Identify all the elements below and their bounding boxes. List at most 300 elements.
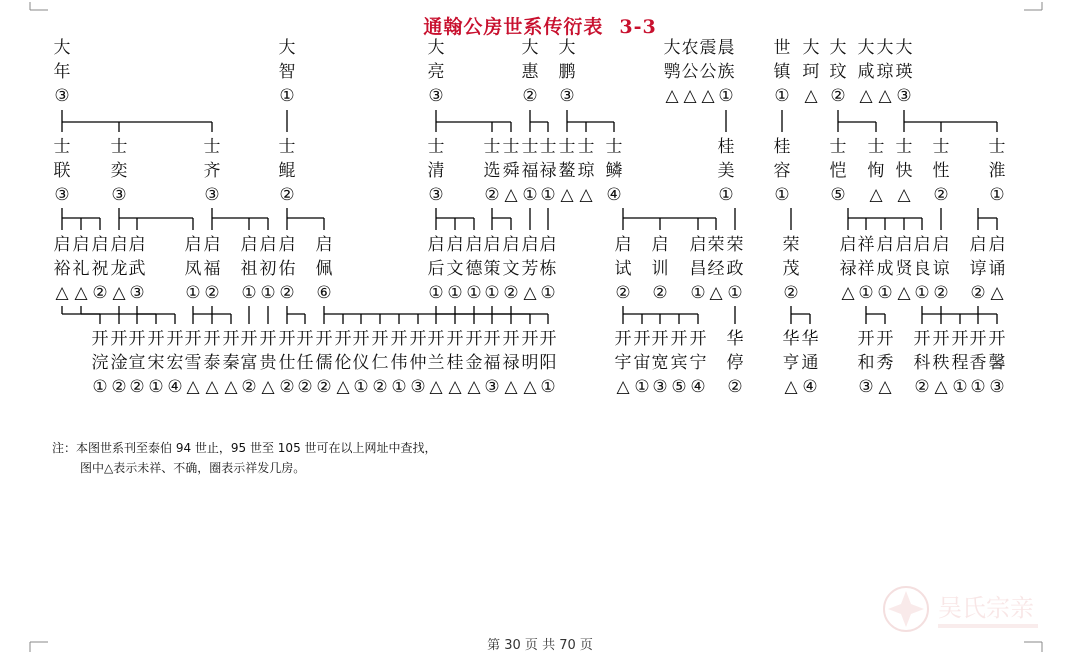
gen4-person-18-char-2: △ [429,377,443,397]
gen2-person-7-char-0: 士 [521,137,539,157]
gen4-person-34-char-1: 秀 [876,353,894,373]
gen4-person-6-char-2: △ [205,377,219,397]
gen4-person-25-char-0: 开 [614,329,632,349]
gen1-person-2-char-1: 亮 [427,62,445,82]
gen4-person-14-char-2: ① [353,377,369,397]
gen3-person-1-char-1: 礼 [72,259,90,279]
gen3-person-31-char-1: 诵 [988,259,1006,279]
page-footer: 第 30 页 共 70 页 [487,638,593,653]
gen4-person-6-char-0: 开 [203,329,221,349]
gen2-person-9-char-2: △ [560,185,574,205]
gen3-person-6-char-1: 福 [203,259,221,279]
gen1-person-5-char-2: △ [665,86,679,106]
gen1-person-14-char-2: ③ [896,86,912,106]
gen4-person-18-char-1: 兰 [427,353,445,373]
gen2-person-10-char-2: △ [579,185,593,205]
gen4-person-28-char-2: ⑤ [671,377,687,397]
gen2-person-9-char-0: 士 [558,137,576,157]
gen3-person-1-char-0: 启 [72,235,90,255]
gen3-person-26-char-0: 启 [876,235,894,255]
gen2-person-2-char-1: 齐 [203,161,221,181]
gen3-person-15-char-2: ② [503,283,519,303]
gen1-person-8-char-2: ① [718,86,734,106]
gen4-person-38-char-2: ① [970,377,986,397]
gen4-person-20-char-2: △ [467,377,481,397]
gen3-person-10-char-1: 佩 [315,259,333,279]
gen2-person-10-char-1: 琼 [577,161,595,181]
gen2-person-7-char-2: ① [522,185,538,205]
gen4-person-5-char-0: 开 [184,329,202,349]
gen2-person-17-char-0: 士 [932,137,950,157]
gen2-person-8-char-0: 士 [539,137,557,157]
gen1-person-10-char-2: △ [804,86,818,106]
gen3-person-3-char-2: △ [112,283,126,303]
gen1-person-6-char-1: 公 [681,62,699,82]
gen4-person-34-char-0: 开 [876,329,894,349]
gen1-person-13-char-2: △ [878,86,892,106]
gen4-person-28-char-0: 开 [670,329,688,349]
gen1-person-10-char-0: 大 [802,38,820,58]
gen1-person-9-char-0: 世 [773,38,791,58]
gen4-person-20-char-0: 开 [465,329,483,349]
gen4-person-0-char-0: 开 [91,329,109,349]
gen4-person-12-char-2: ② [316,377,332,397]
gen4-person-24-char-2: ① [540,377,556,397]
gen2-person-17-char-2: ② [933,185,949,205]
gen4-person-11-char-1: 任 [296,353,314,373]
gen3-person-20-char-1: 昌 [689,259,707,279]
gen3-person-30-char-2: ② [970,283,986,303]
gen3-person-21-char-1: 经 [707,259,725,279]
gen2-person-13-char-0: 桂 [773,137,791,157]
gen2-person-5-char-1: 选 [483,161,501,181]
gen3-person-19-char-1: 训 [651,259,669,279]
gen3-person-25-char-0: 祥 [857,235,875,255]
gen3-person-23-char-0: 荣 [782,235,800,255]
gen1-person-3-char-1: 惠 [521,62,539,82]
gen2-person-14-char-0: 士 [829,137,847,157]
gen3-person-23-char-1: 茂 [782,259,800,279]
gen2-person-5-char-0: 士 [483,137,501,157]
gen4-person-8-char-1: 富 [240,353,258,373]
gen3-person-14-char-1: 策 [483,259,501,279]
gen4-person-7-char-1: 秦 [222,353,240,373]
gen2-person-4-char-1: 清 [427,161,445,181]
gen4-person-13-char-0: 开 [334,329,352,349]
gen1-person-12-char-2: △ [859,86,873,106]
gen4-person-2-char-1: 宣 [128,353,146,373]
gen4-person-31-char-2: △ [784,377,798,397]
gen3-person-24-char-2: △ [841,283,855,303]
gen3-person-29-char-0: 启 [932,235,950,255]
gen1-person-2-char-2: ③ [428,86,444,106]
gen3-person-21-char-0: 荣 [707,235,725,255]
gen3-person-16-char-1: 芳 [521,259,539,279]
gen2-person-0-char-2: ③ [54,185,70,205]
gen2-person-4-char-0: 士 [427,137,445,157]
gen3-person-28-char-2: ① [914,283,930,303]
note-line-1: 注：本图世系刊至泰伯 94 世止，95 世至 105 世可在以上网址中查找， [52,441,437,455]
gen3-person-4-char-0: 启 [128,235,146,255]
gen4-person-15-char-2: ② [372,377,388,397]
gen2-person-14-char-2: ⑤ [830,185,846,205]
gen4-person-9-char-1: 贵 [259,353,277,373]
gen3-person-0-char-0: 启 [53,235,71,255]
gen4-person-5-char-2: △ [186,377,200,397]
gen4-person-18-char-0: 开 [427,329,445,349]
gen3-person-28-char-0: 启 [913,235,931,255]
gen2-person-18-char-0: 士 [988,137,1006,157]
gen4-person-32-char-1: 通 [801,353,819,373]
gen4-person-6-char-1: 泰 [203,353,221,373]
gen4-person-30-char-0: 华 [726,329,744,349]
gen3-person-12-char-1: 文 [446,259,464,279]
note-line-2: 图中△表示未祥、不确，圈表示祥发几房。 [80,461,306,475]
gen3-person-30-char-0: 启 [969,235,987,255]
gen2-person-16-char-2: △ [897,185,911,205]
gen4-person-7-char-0: 开 [222,329,240,349]
gen4-person-9-char-0: 开 [259,329,277,349]
gen2-person-13-char-1: 容 [773,161,791,181]
gen4-person-24-char-1: 阳 [539,353,557,373]
gen2-person-2-char-0: 士 [203,137,221,157]
gen4-person-3-char-0: 开 [147,329,165,349]
gen1-person-1-char-1: 智 [278,62,296,82]
gen2-person-3-char-1: 鲲 [278,161,296,181]
gen2-person-1-char-2: ③ [111,185,127,205]
gen4-person-29-char-2: ④ [690,377,706,397]
gen1-person-8-char-1: 族 [717,62,735,82]
gen3-person-14-char-0: 启 [483,235,501,255]
watermark-text: 吴氏宗亲 [938,594,1034,622]
gen4-person-27-char-2: ③ [652,377,668,397]
gen1-person-11-char-1: 玟 [829,62,847,82]
gen2-person-11-char-1: 鳞 [605,161,623,181]
gen4-person-14-char-1: 仪 [352,353,370,373]
gen4-person-25-char-1: 宇 [614,353,632,373]
gen2-person-12-char-0: 桂 [717,137,735,157]
gen4-person-7-char-2: △ [224,377,238,397]
gen2-person-11-char-2: ④ [606,185,622,205]
gen3-person-28-char-1: 良 [913,259,931,279]
gen1-person-5-char-1: 鹗 [663,62,681,82]
watermark-star-icon [888,591,924,627]
gen3-person-13-char-1: 德 [465,259,483,279]
gen4-person-5-char-1: 雪 [184,353,202,373]
gen3-person-5-char-2: ① [185,283,201,303]
gen3-person-17-char-0: 启 [539,235,557,255]
gen1-person-4-char-2: ③ [559,86,575,106]
gen4-person-3-char-2: ① [148,377,164,397]
gen4-person-28-char-1: 宾 [670,353,688,373]
gen4-person-13-char-2: △ [336,377,350,397]
gen3-person-8-char-0: 启 [259,235,277,255]
gen2-person-0-char-0: 士 [53,137,71,157]
gen2-person-3-char-2: ② [279,185,295,205]
gen4-person-31-char-0: 华 [782,329,800,349]
gen3-person-16-char-2: △ [523,283,537,303]
gen1-person-10-char-1: 珂 [802,62,820,82]
gen2-person-11-char-0: 士 [605,137,623,157]
gen2-person-8-char-2: ① [540,185,556,205]
gen4-person-16-char-2: ① [391,377,407,397]
gen4-person-35-char-0: 开 [913,329,931,349]
gen2-person-17-char-1: 性 [932,161,950,181]
gen3-person-9-char-0: 启 [278,235,296,255]
gen2-person-6-char-1: 舜 [502,161,520,181]
gen2-person-12-char-1: 美 [717,161,735,181]
gen3-person-15-char-0: 启 [502,235,520,255]
gen3-person-30-char-1: 谆 [969,259,987,279]
gen3-person-27-char-2: △ [897,283,911,303]
gen3-person-19-char-0: 启 [651,235,669,255]
gen4-person-29-char-1: 宁 [689,353,707,373]
gen4-person-38-char-0: 开 [969,329,987,349]
gen4-person-31-char-1: 亨 [782,353,800,373]
gen3-person-5-char-1: 凤 [184,259,202,279]
gen3-person-0-char-2: △ [55,283,69,303]
gen4-person-4-char-1: 宏 [166,353,184,373]
gen1-person-5-char-0: 大 [663,38,681,58]
gen3-person-18-char-2: ② [615,283,631,303]
gen2-person-6-char-0: 士 [502,137,520,157]
gen4-person-14-char-0: 开 [352,329,370,349]
gen4-person-26-char-0: 开 [633,329,651,349]
gen2-person-16-char-1: 快 [895,161,913,181]
gen4-person-30-char-2: ② [727,377,743,397]
gen1-person-11-char-2: ② [830,86,846,106]
gen4-person-37-char-2: ① [952,377,968,397]
gen4-person-10-char-1: 仕 [278,353,296,373]
gen4-person-1-char-0: 开 [110,329,128,349]
gen3-person-29-char-2: ② [933,283,949,303]
gen3-person-20-char-0: 启 [689,235,707,255]
gen3-person-6-char-2: ② [204,283,220,303]
gen4-person-34-char-2: △ [878,377,892,397]
gen4-person-11-char-2: ② [297,377,313,397]
gen3-person-6-char-0: 启 [203,235,221,255]
gen1-person-7-char-1: 公 [699,62,717,82]
gen3-person-4-char-1: 武 [128,259,146,279]
gen3-person-7-char-1: 祖 [240,259,258,279]
gen1-person-1-char-0: 大 [278,38,296,58]
gen1-person-8-char-0: 晨 [717,38,735,58]
gen1-person-3-char-2: ② [522,86,538,106]
gen4-person-16-char-0: 开 [390,329,408,349]
gen2-person-12-char-2: ① [718,185,734,205]
gen1-person-0-char-2: ③ [54,86,70,106]
gen1-person-6-char-2: △ [683,86,697,106]
watermark-logo [880,578,1050,640]
gen3-person-17-char-2: ① [540,283,556,303]
gen1-person-9-char-2: ① [774,86,790,106]
gen3-person-29-char-1: 谅 [932,259,950,279]
gen2-person-9-char-1: 鳌 [558,161,576,181]
gen4-person-2-char-0: 开 [128,329,146,349]
gen2-person-1-char-0: 士 [110,137,128,157]
gen4-person-10-char-0: 开 [278,329,296,349]
gen4-person-37-char-0: 开 [951,329,969,349]
gen2-person-8-char-1: 禄 [539,161,557,181]
gen4-person-1-char-2: ② [111,377,127,397]
gen3-person-16-char-0: 启 [521,235,539,255]
gen3-person-31-char-2: △ [990,283,1004,303]
gen4-person-19-char-2: △ [448,377,462,397]
gen3-person-3-char-0: 启 [110,235,128,255]
gen4-person-22-char-0: 开 [502,329,520,349]
gen3-person-18-char-0: 启 [614,235,632,255]
gen4-person-33-char-0: 开 [857,329,875,349]
gen4-person-29-char-0: 开 [689,329,707,349]
gen3-person-9-char-1: 佑 [278,259,296,279]
gen4-person-9-char-2: △ [261,377,275,397]
gen4-person-36-char-2: △ [934,377,948,397]
gen2-person-7-char-1: 福 [521,161,539,181]
gen4-person-39-char-2: ③ [989,377,1005,397]
gen4-person-27-char-0: 开 [651,329,669,349]
gen4-person-17-char-0: 开 [409,329,427,349]
gen4-person-16-char-1: 伟 [390,353,408,373]
gen4-person-0-char-2: ① [92,377,108,397]
gen4-person-32-char-0: 华 [801,329,819,349]
gen2-person-13-char-2: ① [774,185,790,205]
gen4-person-17-char-1: 仲 [409,353,427,373]
gen3-person-14-char-2: ① [484,283,500,303]
gen3-person-24-char-0: 启 [839,235,857,255]
gen2-person-18-char-2: ① [989,185,1005,205]
gen4-person-39-char-1: 馨 [988,353,1006,373]
gen3-person-24-char-1: 禄 [839,259,857,279]
gen2-person-5-char-2: ② [484,185,500,205]
volume-label: 3-3 [619,16,657,38]
gen4-person-32-char-2: ④ [802,377,818,397]
gen4-person-3-char-1: 宋 [147,353,165,373]
gen3-person-13-char-2: ① [466,283,482,303]
gen4-person-8-char-0: 开 [240,329,258,349]
gen2-person-0-char-1: 联 [53,161,71,181]
gen4-person-27-char-1: 宽 [651,353,669,373]
gen3-person-31-char-0: 启 [988,235,1006,255]
gen4-person-15-char-0: 开 [371,329,389,349]
gen3-person-2-char-0: 启 [91,235,109,255]
gen1-person-13-char-0: 大 [876,38,894,58]
gen4-person-1-char-1: 淦 [110,353,128,373]
gen4-person-21-char-2: ③ [484,377,500,397]
gen3-person-26-char-2: ① [877,283,893,303]
gen4-person-25-char-2: △ [616,377,630,397]
gen3-person-19-char-2: ② [652,283,668,303]
gen4-person-19-char-0: 开 [446,329,464,349]
gen2-person-4-char-2: ③ [428,185,444,205]
gen2-person-10-char-0: 士 [577,137,595,157]
gen1-person-4-char-0: 大 [558,38,576,58]
gen3-person-7-char-0: 启 [240,235,258,255]
gen4-person-39-char-0: 开 [988,329,1006,349]
gen2-person-2-char-2: ③ [204,185,220,205]
gen3-person-10-char-2: ⑥ [316,283,332,303]
gen4-person-33-char-1: 和 [857,353,875,373]
gen3-person-26-char-1: 成 [876,259,894,279]
title-text: 通翰公房世系传衍表 [423,16,604,38]
gen4-person-23-char-2: △ [523,377,537,397]
gen4-person-4-char-0: 开 [166,329,184,349]
gen4-person-23-char-0: 开 [521,329,539,349]
gen3-person-27-char-1: 贤 [895,259,913,279]
gen3-person-0-char-1: 裕 [53,259,71,279]
gen3-person-1-char-2: △ [74,283,88,303]
gen1-person-11-char-0: 大 [829,38,847,58]
gen3-person-23-char-2: ② [783,283,799,303]
gen4-person-24-char-0: 开 [539,329,557,349]
gen3-person-25-char-2: ① [858,283,874,303]
gen2-person-15-char-2: △ [869,185,883,205]
gen1-person-0-char-0: 大 [53,38,71,58]
gen3-person-15-char-1: 文 [502,259,520,279]
gen1-person-6-char-0: 农 [681,38,699,58]
gen3-person-11-char-0: 启 [427,235,445,255]
gen4-person-35-char-2: ② [914,377,930,397]
gen4-person-21-char-1: 福 [483,353,501,373]
gen4-person-26-char-2: ① [634,377,650,397]
gen3-person-22-char-1: 政 [726,259,744,279]
gen4-person-35-char-1: 科 [913,353,931,373]
gen3-person-25-char-1: 祥 [857,259,875,279]
gen4-person-33-char-2: ③ [858,377,874,397]
gen3-person-17-char-1: 栋 [539,259,557,279]
gen3-person-22-char-2: ① [727,283,743,303]
gen3-person-27-char-0: 启 [895,235,913,255]
gen2-person-15-char-1: 恂 [867,161,885,181]
gen4-person-17-char-2: ③ [410,377,426,397]
gen3-person-4-char-2: ③ [129,283,145,303]
gen4-person-19-char-1: 桂 [446,353,464,373]
gen4-person-36-char-0: 开 [932,329,950,349]
gen3-person-12-char-2: ① [447,283,463,303]
gen1-person-12-char-0: 大 [857,38,875,58]
gen1-person-9-char-1: 镇 [773,62,791,82]
gen1-person-7-char-2: △ [701,86,715,106]
gen4-person-20-char-1: 金 [465,353,483,373]
gen4-person-0-char-1: 浣 [91,353,109,373]
gen4-person-23-char-1: 明 [521,353,539,373]
gen4-person-37-char-1: 程 [951,353,969,373]
gen4-person-30-char-1: 停 [726,353,744,373]
gen3-person-5-char-0: 启 [184,235,202,255]
gen4-person-21-char-0: 开 [483,329,501,349]
gen3-person-22-char-0: 荣 [726,235,744,255]
gen1-person-2-char-0: 大 [427,38,445,58]
gen3-person-20-char-2: ① [690,283,706,303]
gen2-person-16-char-0: 士 [895,137,913,157]
gen4-person-2-char-2: ② [129,377,145,397]
gen3-person-3-char-1: 龙 [110,259,128,279]
gen1-person-0-char-1: 年 [53,62,71,82]
gen4-person-38-char-1: 香 [969,353,987,373]
gen4-person-11-char-0: 开 [296,329,314,349]
gen3-person-8-char-2: ① [260,283,276,303]
gen2-person-18-char-1: 淮 [988,161,1006,181]
gen3-person-2-char-2: ② [92,283,108,303]
gen3-person-11-char-1: 后 [427,259,445,279]
gen3-person-9-char-2: ② [279,283,295,303]
gen3-person-18-char-1: 试 [614,259,632,279]
gen4-person-10-char-2: ② [279,377,295,397]
gen3-person-21-char-2: △ [709,283,723,303]
gen1-person-13-char-1: 琼 [876,62,894,82]
gen4-person-26-char-1: 宙 [633,353,651,373]
gen2-person-1-char-1: 奕 [110,161,128,181]
gen3-person-8-char-1: 初 [259,259,277,279]
